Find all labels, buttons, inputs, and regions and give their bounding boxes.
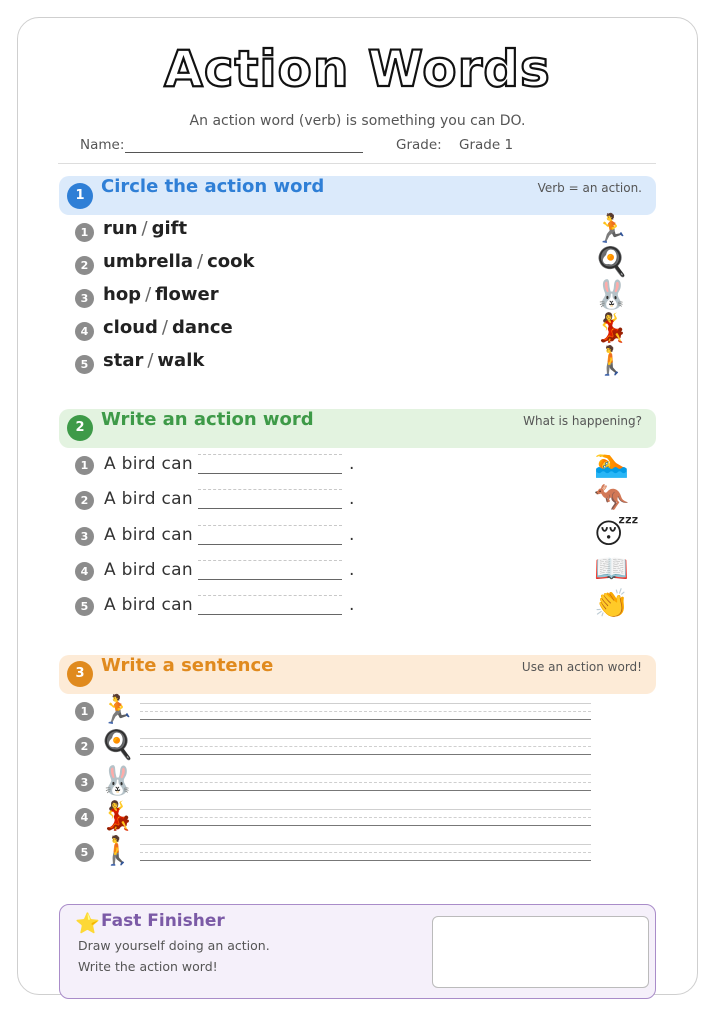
item-number: 4 [75,322,94,341]
action-picture-icon: 🍳 [594,245,629,278]
word-separator: / [145,284,152,305]
sentence-prompt: A bird can [104,489,193,509]
section-3-hint: Use an action word! [521,660,642,674]
action-picture-icon: 🏃 [594,212,629,245]
fast-finisher-box [59,904,656,999]
section-1-number: 1 [67,183,93,209]
action-picture-icon: 🏃 [100,693,135,726]
sentence-period: . [349,525,355,545]
item-number: 4 [75,562,94,581]
answer-blank[interactable] [198,595,342,615]
item-number: 5 [75,355,94,374]
section-2-hint: What is happening? [523,414,642,428]
section-3-header [59,655,656,694]
word-pair [103,350,204,371]
answer-blank[interactable] [198,525,342,545]
word-option[interactable]: dance [171,317,233,338]
answer-blank[interactable] [198,454,342,474]
word-separator: / [147,350,154,371]
action-picture-icon: 👏 [594,587,629,620]
item-number: 3 [75,773,94,792]
item-number: 2 [75,256,94,275]
fast-finisher-title: Fast Finisher [101,911,225,931]
word-option[interactable]: cook [207,251,255,272]
word-pair [103,284,219,305]
section-1-header [59,176,656,215]
section-3-number: 3 [67,661,93,687]
sentence-writing-line[interactable] [140,809,591,825]
sentence-period: . [349,489,355,509]
section-3-title: Write a sentence [101,655,274,676]
action-picture-icon: 🐰 [100,764,135,797]
drawing-box[interactable] [432,916,649,988]
word-option[interactable]: hop [103,284,142,305]
sentence-prompt: A bird can [104,595,193,615]
item-number: 1 [75,702,94,721]
sentence-prompt: A bird can [104,454,193,474]
item-number: 4 [75,808,94,827]
item-number: 1 [75,456,94,475]
word-separator: / [161,317,168,338]
sentence-prompt: A bird can [104,560,193,580]
section-2-header [59,409,656,448]
action-picture-icon: 💃 [594,311,629,344]
answer-blank[interactable] [198,489,342,509]
item-number: 1 [75,223,94,242]
answer-blank[interactable] [198,560,342,580]
action-picture-icon: 📖 [594,552,629,585]
action-picture-icon: 😴 [594,517,639,550]
item-number: 3 [75,289,94,308]
sentence-period: . [349,595,355,615]
item-number: 3 [75,527,94,546]
sentence-writing-line[interactable] [140,738,591,754]
word-option[interactable]: cloud [103,317,158,338]
section-1-hint: Verb = an action. [537,181,642,195]
word-pair [103,251,254,272]
section-1-title: Circle the action word [101,176,325,197]
name-field[interactable] [125,152,363,153]
action-picture-icon: 🐰 [594,278,629,311]
sentence-prompt: A bird can [104,525,193,545]
sentence-period: . [349,560,355,580]
word-separator: / [197,251,204,272]
word-pair [103,218,187,239]
action-picture-icon: 💃 [100,799,135,832]
item-number: 2 [75,491,94,510]
action-picture-icon: 🚶 [100,834,135,867]
sentence-period: . [349,454,355,474]
item-number: 5 [75,843,94,862]
page-subtitle: An action word (verb) is something you can DO. [189,113,526,129]
name-label: Name: [80,137,125,153]
word-option[interactable]: star [103,350,144,371]
word-option[interactable]: gift [151,218,188,239]
fast-finisher-instruction-2: Write the action word! [78,959,218,974]
word-option[interactable]: run [103,218,138,239]
item-number: 2 [75,737,94,756]
action-picture-icon: 🍳 [100,728,135,761]
word-option[interactable]: flower [155,284,219,305]
word-option[interactable]: umbrella [103,251,194,272]
word-pair [103,317,233,338]
fast-finisher-instruction-1: Draw yourself doing an action. [78,938,270,953]
section-2-title: Write an action word [101,409,314,430]
sentence-writing-line[interactable] [140,844,591,860]
action-picture-icon: 🦘 [594,481,629,514]
sentence-writing-line[interactable] [140,703,591,719]
page-title: Action Words [164,40,551,98]
action-picture-icon: 🚶 [594,344,629,377]
section-2-number: 2 [67,415,93,441]
word-separator: / [141,218,148,239]
star-icon: ⭐ [75,911,100,935]
action-picture-icon: 🏊 [594,446,629,479]
grade-value: Grade 1 [459,137,514,153]
item-number: 5 [75,597,94,616]
word-option[interactable]: walk [157,350,205,371]
grade-label: Grade: [396,137,442,153]
header-divider [58,163,656,164]
sentence-writing-line[interactable] [140,774,591,790]
